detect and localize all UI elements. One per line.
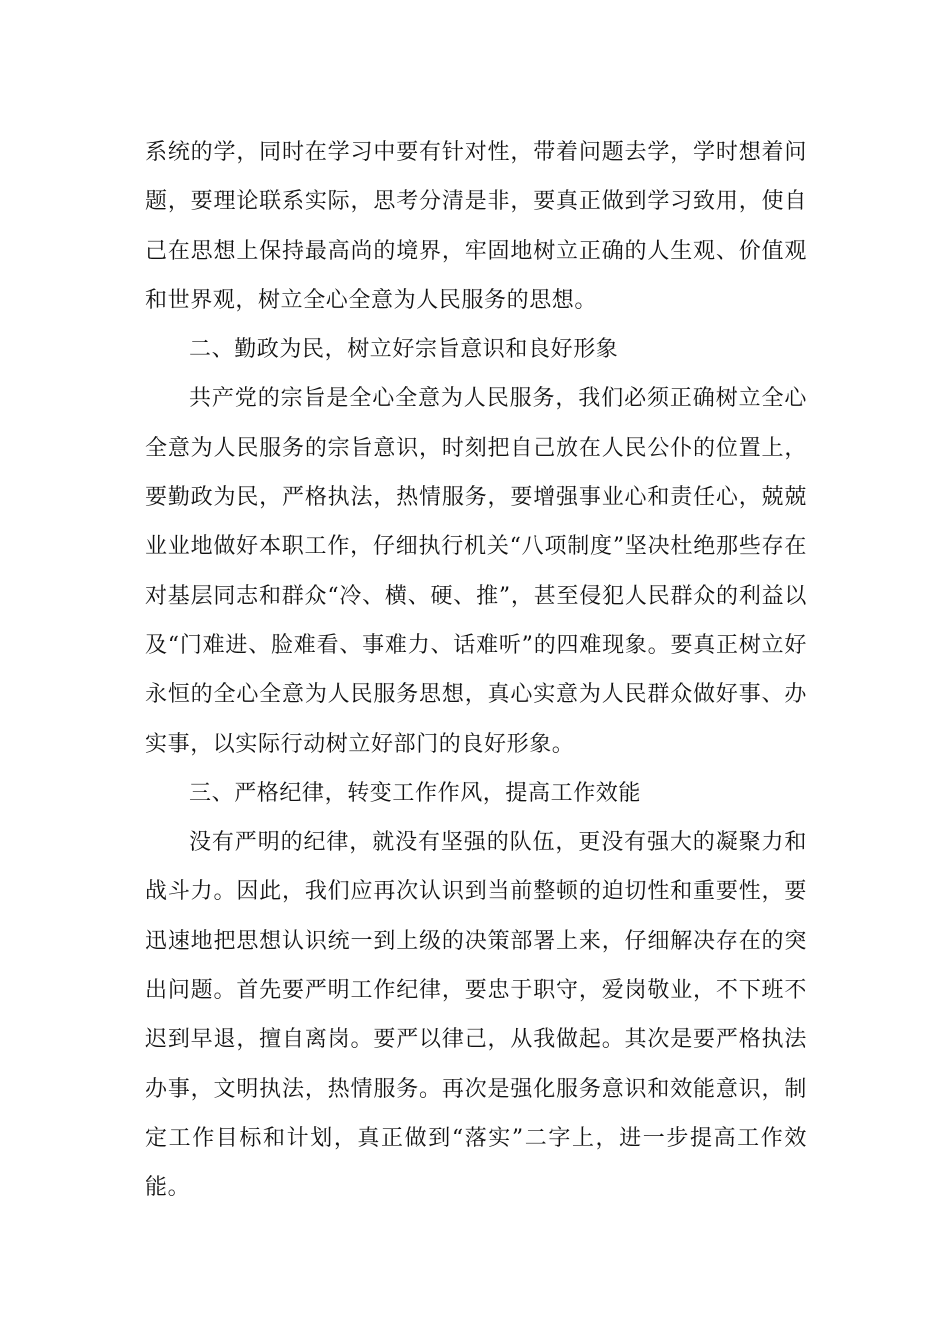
document-body [145, 128, 807, 1213]
paragraph-continuation: 系统的学，同时在学习中要有针对性，带着问题去学，学时想着问题，要理论联系实际，思考分清是非，要真正做到学习致用，使自己在思想上保持最高尚的境界，牢固地树立正确的人生观、价值观和世界观，树立全心全意为人民服务的思想。 [145, 140, 807, 313]
section-heading-2: 二、勤政为民，树立好宗旨意识和良好形象 [189, 337, 619, 363]
paragraph-section-3: 没有严明的纪律，就没有坚强的队伍，更没有强大的凝聚力和战斗力。因此，我们应再次认识到当前整顿的迫切性和重要性，要迅速地把思想认识统一到上级的决策部署上来，仔细解决存在的突出问题。首先要严明工作纪律，要忠于职守，爱岗敬业，不下班不迟到早退，擅自离岗。要严以律己，从我做起。其次是要严格执法办事，文明执法，热情服务。再次是强化服务意识和效能意识，制定工作目标和计划，真正做到“落实”二字上，进一步提高工作效能。 [145, 830, 807, 1201]
section-heading-3: 三、严格纪律，转变工作作风，提高工作效能 [189, 780, 642, 806]
paragraph-section-2: 共产党的宗旨是全心全意为人民服务，我们必须正确树立全心全意为人民服务的宗旨意识，时刻把自己放在人民公仆的位置上，要勤政为民，严格执法，热情服务，要增强事业心和责任心，兢兢业业地做好本职工作，仔细执行机关“八项制度”坚决杜绝那些存在对基层同志和群众“冷、横、硬、推”，甚至侵犯人民群众的利益以及“门难进、脸难看、事难力、话难听”的四难现象。要真正树立好永恒的全心全意为人民服务思想，真心实意为人民群众做好事、办实事，以实际行动树立好部门的良好形象。 [145, 386, 807, 757]
